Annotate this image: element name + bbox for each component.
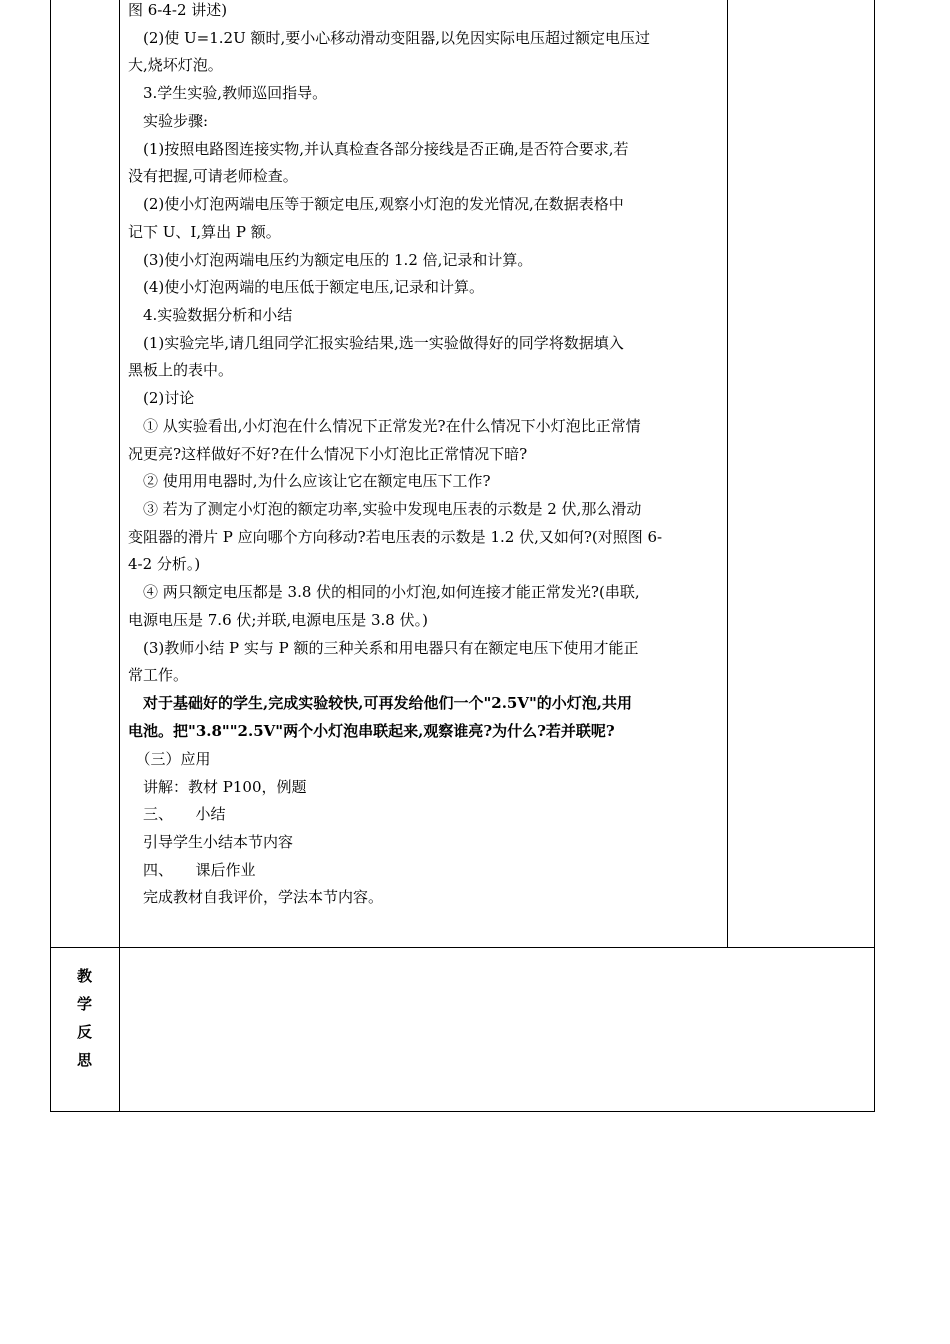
text-line: 实验步骤:	[128, 112, 209, 130]
text-line: 况更亮?这样做好不好?在什么情况下小灯泡比正常情况下暗?	[128, 445, 528, 463]
text-line: (2)讨论	[128, 389, 195, 407]
text-line: 大,烧坏灯泡。	[128, 56, 223, 74]
text-line: （三）应用	[128, 750, 211, 768]
reflection-label-char: 思	[76, 1051, 92, 1069]
text-line: 图 6-4-2 讲述)	[128, 1, 228, 19]
text-line: 3.学生实验,教师巡回指导。	[128, 84, 328, 102]
text-line: (3)使小灯泡两端电压约为额定电压的 1.2 倍,记录和计算。	[128, 251, 533, 269]
table-border-bottom	[50, 1111, 875, 1112]
table-row-divider	[50, 947, 875, 948]
text-line: ④ 两只额定电压都是 3.8 伏的相同的小灯泡,如何连接才能正常发光?(串联,	[128, 583, 640, 601]
text-line: 完成教材自我评价，学法本节内容。	[128, 888, 384, 906]
text-line: 三、 小结	[128, 805, 226, 823]
text-line: ③ 若为了测定小灯泡的额定功率,实验中发现电压表的示数是 2 伏,那么滑动	[128, 500, 642, 518]
reflection-label	[50, 962, 119, 1074]
text-line: (1)实验完毕,请几组同学汇报实验结果,选一实验做得好的同学将数据填入	[128, 334, 624, 352]
text-line: 常工作。	[128, 666, 189, 684]
text-line: ① 从实验看出,小灯泡在什么情况下正常发光?在什么情况下小灯泡比正常情	[128, 417, 641, 435]
table-border-right	[874, 0, 875, 1112]
text-line: 黑板上的表中。	[128, 361, 234, 379]
text-line: (1)按照电路图连接实物,并认真检查各部分接线是否正确,是否符合要求,若	[128, 140, 629, 158]
text-line: ② 使用用电器时,为什么应该让它在额定电压下工作?	[128, 472, 491, 490]
text-line: (2)使小灯泡两端电压等于额定电压,观察小灯泡的发光情况,在数据表格中	[128, 195, 624, 213]
text-line: 4-2 分析。)	[128, 555, 201, 573]
text-line: 没有把握,可请老师检查。	[128, 167, 298, 185]
table-border-col1	[119, 0, 120, 1112]
reflection-label-char: 学	[76, 995, 92, 1013]
text-line: 四、 课后作业	[128, 861, 256, 879]
text-line: 记下 U、I,算出 P 额。	[128, 223, 281, 241]
text-line: 讲解：教材 P100，例题	[128, 778, 307, 796]
table-border-col2	[727, 0, 728, 948]
text-line: (4)使小灯泡两端的电压低于额定电压,记录和计算。	[128, 278, 485, 296]
text-line: (3)教师小结 P 实与 P 额的三种关系和用电器只有在额定电压下使用才能正	[128, 639, 639, 657]
text-line-bold: 电池。把"3.8""2.5V"两个小灯泡串联起来,观察谁亮?为什么?若并联呢?	[128, 722, 615, 740]
text-line-bold: 对于基础好的学生,完成实验较快,可再发给他们一个"2.5V"的小灯泡,共用	[128, 694, 633, 712]
text-line: 引导学生小结本节内容	[128, 833, 294, 851]
text-line: (2)使 U=1.2U 额时,要小心移动滑动变阻器,以免因实际电压超过额定电压过	[128, 29, 651, 47]
reflection-label-char: 教	[76, 967, 92, 985]
text-line: 4.实验数据分析和小结	[128, 306, 293, 324]
text-line: 变阻器的滑片 P 应向哪个方向移动?若电压表的示数是 1.2 伏,又如何?(对照图 6-	[128, 528, 663, 546]
table-border-left	[50, 0, 51, 1112]
text-line: 电源电压是 7.6 伏;并联,电源电压是 3.8 伏。)	[128, 611, 428, 629]
reflection-label-char: 反	[76, 1023, 92, 1041]
